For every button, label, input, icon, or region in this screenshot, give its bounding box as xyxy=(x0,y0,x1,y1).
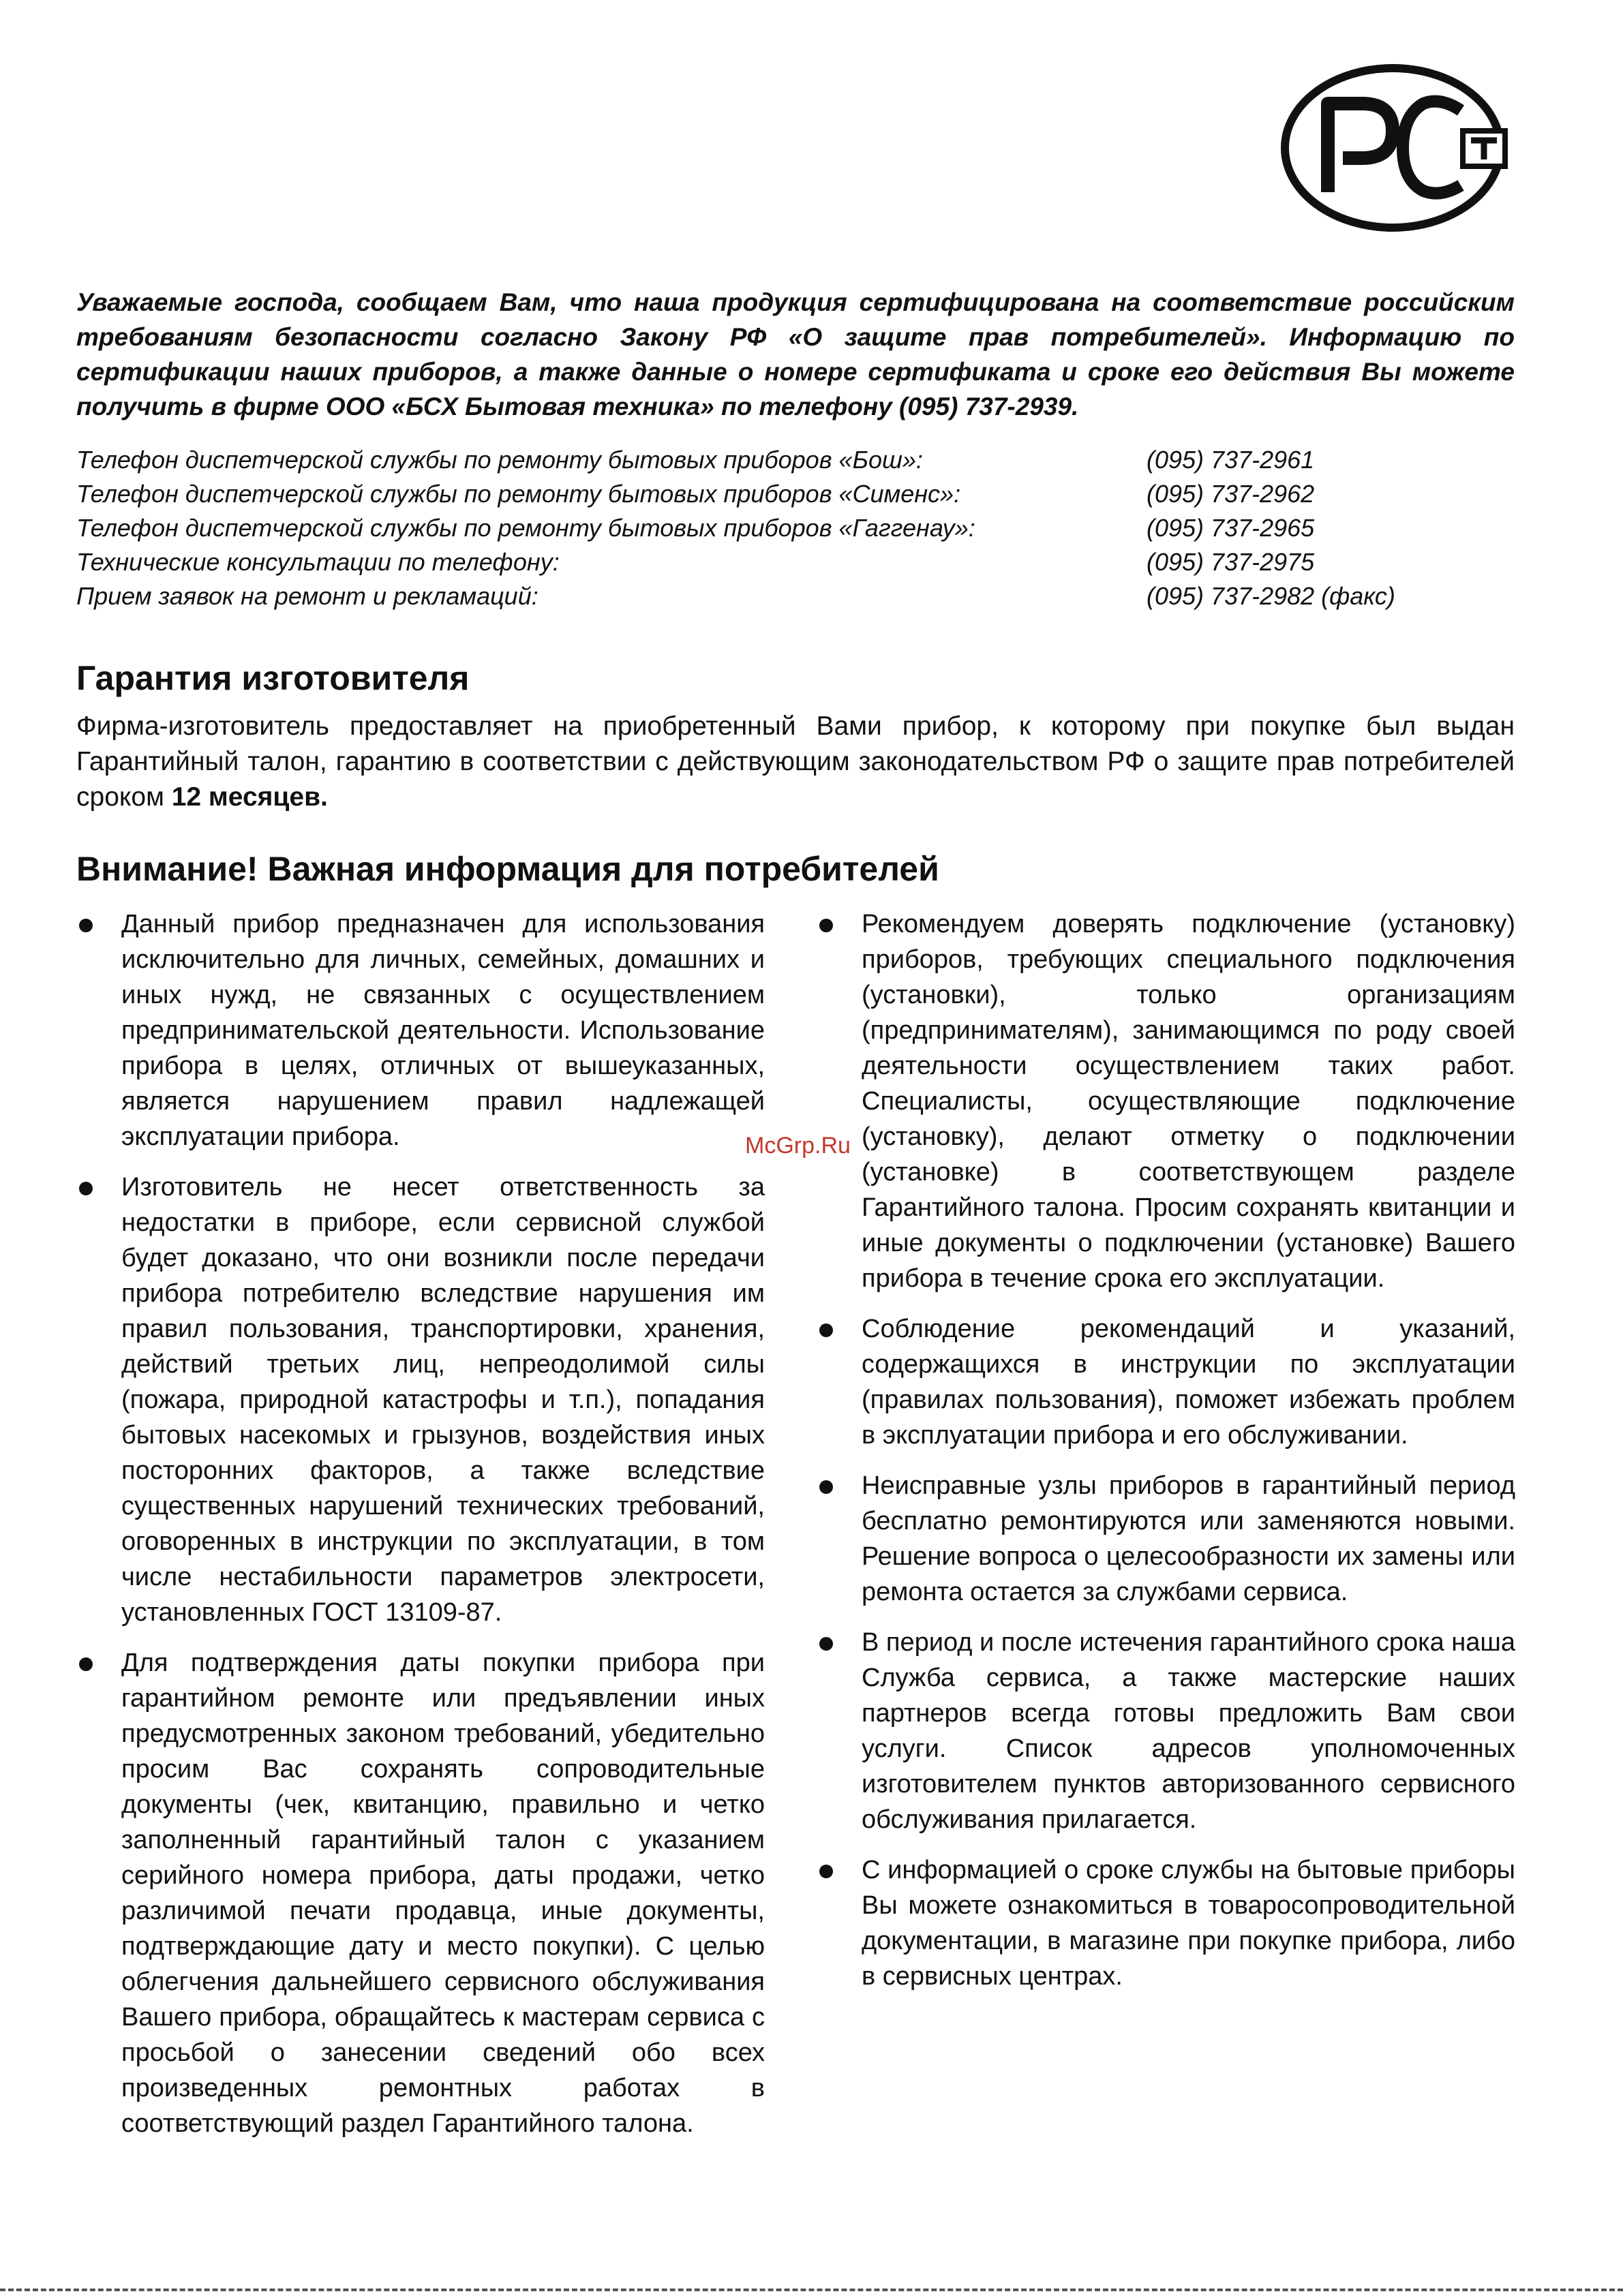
warranty-term: 12 месяцев. xyxy=(171,782,328,812)
phone-row-gaggenau xyxy=(76,511,1515,545)
certification-notice: Уважаемые господа, сообщаем Вам, что наша продукция сертифицирована на соответствие российским требованиям безопасности согласно Закону РФ «О защите прав потребителей». Информацию по сертификации наших приборов, а также данные о номере сертификата и сроке его действия Вы можете получить в фирме ООО «БСХ Бытовая техника» по телефону (095) 737-2939. xyxy=(76,288,1515,420)
phone-row-repair-requests xyxy=(76,579,1515,613)
bullet-icon xyxy=(79,1182,93,1195)
bullet-icon xyxy=(79,1657,93,1671)
warranty-body: Фирма-изготовитель предоставляет на приобретенный Вами прибор, к которому при покупке был выдан Гарантийный талон, гарантию в соответствии с действующим законодательством РФ о защите прав потребителей сроком xyxy=(76,711,1515,812)
pct-certification-mark-icon xyxy=(1280,63,1512,233)
list-item-text: Соблюдение рекомендаций и указаний, содержащихся в инструкции по эксплуатации (правилах пользования), поможет избежать проблем в эксплуатации прибора и его обслуживании. xyxy=(862,1315,1515,1450)
bullet-icon xyxy=(819,1865,833,1878)
phone-number: (095) 737-2975 xyxy=(1147,548,1315,576)
phone-row-bosch xyxy=(76,443,1515,477)
list-item-text: Данный прибор предназначен для использования исключительно для личных, семейных, домашних и иных нужд, не связанных с осуществлением предпринимательской деятельности. Использование прибора в целях, отличных от вышеуказанных, является нарушением правил надлежащей эксплуатации прибора. xyxy=(121,910,765,1151)
phone-label: Телефон диспетчерской службы по ремонту бытовых приборов «Бош»: xyxy=(76,446,923,474)
list-item xyxy=(76,906,765,1154)
list-item xyxy=(817,1625,1515,1837)
list-item-text: Изготовитель не несет ответственность за недостатки в приборе, если сервисной службой будет доказано, что они возникли после передачи прибора потребителю вследствие нарушения им правил пользования, транспортировки, хранения, действий третьих лиц, непреодолимой силы (пожара, природной катастрофы и т.п.), попадания бытовых насекомых и грызунов, воздействия иных посторонних факторов, а также вследствие существенных нарушений технических требований, оговоренных в инструкции по эксплуатации, в том числе нестабильности параметров электросети, установленных ГОСТ 13109-87. xyxy=(121,1173,765,1627)
phone-number: (095) 737-2965 xyxy=(1147,514,1315,542)
bullet-icon xyxy=(79,919,93,932)
warranty-heading: Гарантия изготовителя xyxy=(76,659,470,697)
phone-number: (095) 737-2982 (факс) xyxy=(1147,582,1395,610)
list-item xyxy=(817,1311,1515,1453)
list-item-text: С информацией о сроке службы на бытовые приборы Вы можете ознакомиться в товаросопроводительной документации, в магазине при покупке прибора, либо в сервисных центрах. xyxy=(862,1856,1515,1991)
phone-row-consultations xyxy=(76,545,1515,579)
attention-heading: Внимание! Важная информация для потребителей xyxy=(76,850,939,888)
list-item xyxy=(817,1852,1515,1994)
list-item-text: В период и после истечения гарантийного срока наша Служба сервиса, а также мастерские наших партнеров всегда готовы предложить Вам свои услуги. Список адресов уполномоченных изготовителем пунктов авторизованного сервисного обслуживания прилагается. xyxy=(862,1628,1515,1834)
phone-label: Прием заявок на ремонт и рекламаций: xyxy=(76,582,539,610)
list-item xyxy=(817,1468,1515,1610)
info-list-left xyxy=(76,906,765,2156)
list-item-text: Неисправные узлы приборов в гарантийный период бесплатно ремонтируются или заменяются новыми. Решение вопроса о целесообразности их замены или ремонта остается за службами сервиса. xyxy=(862,1471,1515,1606)
phone-number: (095) 737-2961 xyxy=(1147,446,1315,474)
warranty-text xyxy=(76,709,1515,815)
list-item-text: Для подтверждения даты покупки прибора при гарантийном ремонте или предъявлении иных предусмотренных законом требований, убедительно просим Вас сохранять сопроводительные документы (чек, квитанцию, правильно и четко заполненный гарантийный талон с указанием серийного номера прибора, даты продажи, четко различимой печати продавца, иные документы, подтверждающие дату и место покупки). С целью облегчения дальнейшего сервисного обслуживания Вашего прибора, обращайтесь к мастерам сервиса с просьбой о занесении сведений обо всех произведенных ремонтных работах в соответствующий раздел Гарантийного талона. xyxy=(121,1649,765,2138)
list-item-text: Рекомендуем доверять подключение (установку) приборов, требующих специального подключения (установки), только организациям (предпринимателям), занимающимся по роду своей деятельности осуществлением таких работ. Специалисты, осуществляющие подключение (установку), делают отметку о подключении (установке) в соответствующем разделе Гарантийного талона. Просим сохранять квитанции и иные документы о подключении (установке) Вашего прибора в течение срока его эксплуатации. xyxy=(862,910,1515,1293)
bullet-icon xyxy=(819,1480,833,1494)
phone-number: (095) 737-2962 xyxy=(1147,480,1315,508)
bullet-icon xyxy=(819,1637,833,1651)
list-item xyxy=(76,1169,765,1630)
phone-label: Телефон диспетчерской службы по ремонту бытовых приборов «Сименс»: xyxy=(76,480,961,508)
phone-row-siemens xyxy=(76,477,1515,511)
list-item xyxy=(817,906,1515,1296)
page-edge-divider xyxy=(0,2289,1623,2291)
bullet-icon xyxy=(819,1323,833,1337)
info-list-right xyxy=(817,906,1515,2009)
site-watermark: McGrp.Ru xyxy=(745,1133,851,1159)
phone-label: Телефон диспетчерской службы по ремонту бытовых приборов «Гаггенау»: xyxy=(76,514,975,542)
service-phone-list xyxy=(76,443,1515,613)
list-item xyxy=(76,1645,765,2141)
phone-label: Технические консультации по телефону: xyxy=(76,548,560,576)
bullet-icon xyxy=(819,919,833,932)
